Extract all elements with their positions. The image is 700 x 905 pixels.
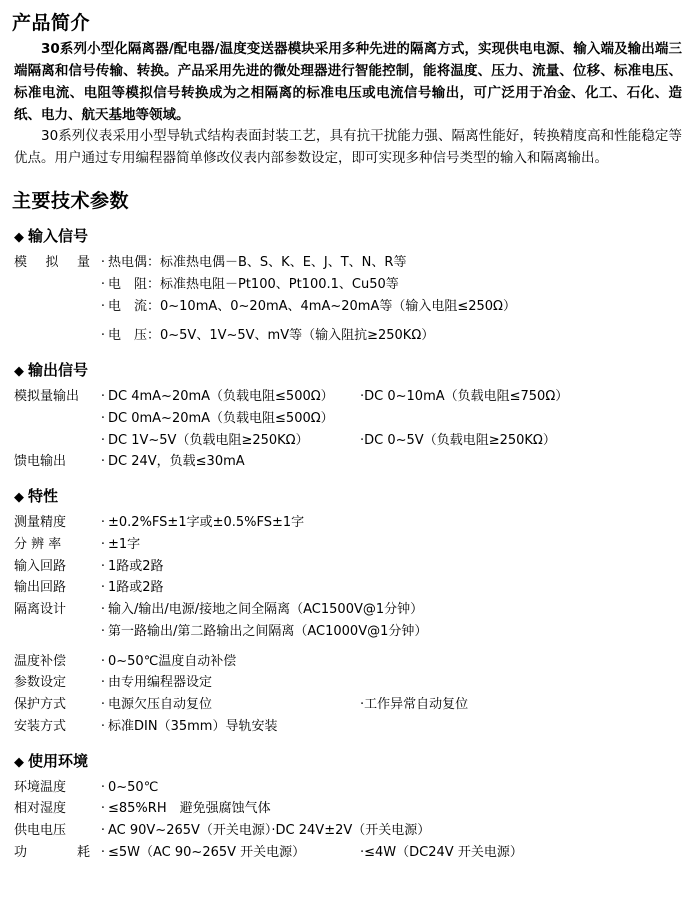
diamond-icon: ◆ xyxy=(14,364,24,380)
bullet-icon: · xyxy=(100,718,106,734)
diamond-icon: ◆ xyxy=(14,754,24,770)
bullet-icon: · xyxy=(100,255,106,271)
table-row xyxy=(14,777,523,799)
table-row xyxy=(14,694,468,716)
bullet-icon: · xyxy=(100,328,106,344)
table-row xyxy=(14,672,468,694)
bullet-icon: · xyxy=(100,801,106,817)
row-label: 功 耗 xyxy=(14,844,90,860)
row-value: ±1字 xyxy=(108,536,141,552)
row-value: DC 24V，负载≤30mA xyxy=(108,454,245,470)
row-value: ±0.2%FS±1字或±0.5%FS±1字 xyxy=(108,515,305,531)
table-row xyxy=(14,556,468,578)
row-value: 电 流：0~10mA、0~20mA、4mA~20mA等（输入电阻≤250Ω） xyxy=(108,298,516,314)
row-value: 第一路输出/第二路输出之间隔离（AC1000V@1分钟） xyxy=(108,623,428,639)
table-row xyxy=(14,252,516,274)
row-value: 热电偶：标准热电偶－B、S、K、E、J、T、N、R等 xyxy=(108,255,407,271)
row-value: 电 阻：标准热电阻－Pt100、Pt100.1、Cu50等 xyxy=(108,276,399,292)
bullet-icon: · xyxy=(100,623,106,639)
row-value: 输入/输出/电源/接地之间全隔离（AC1500V@1分钟） xyxy=(108,602,424,618)
table-row xyxy=(14,274,516,296)
table-row xyxy=(14,534,468,556)
intro-paragraph-2: 30系列仪表采用小型导轨式结构表面封装工艺，具有抗干扰能力强、隔离性能好，转换精度高和性能稳定等优点。用户通过专用编程器简单修改仪表内部参数设定，即可实现多种信号类型的输入和隔离输出。 xyxy=(14,128,682,167)
row-label: 模 拟 量 xyxy=(14,255,90,271)
intro-paragraph-1: 30系列小型化隔离器/配电器/温度变送器模块采用多种先进的隔离方式，实现供电电源、输入端及输出端三端隔离和信号传输、转换。产品采用先进的微处理器进行智能控制，能将温度、压力、流量、位移、标准电压、标准电流、电阻等模拟信号转换成为之相隔离的标准电压或电流信号输出，可广泛用于冶金、化工、石化、造纸、电力、航天基地等领域。 xyxy=(14,41,682,123)
row-label: 输入回路 xyxy=(14,558,67,574)
row-value-alt: ≤4W（DC24V 开关电源） xyxy=(364,844,523,860)
bullet-icon: · xyxy=(100,454,106,470)
section-title-specs: 主要技术参数 xyxy=(12,190,130,213)
row-label: 供电电压 xyxy=(14,823,67,839)
row-label: 参数设定 xyxy=(14,675,67,691)
bullet-icon: · xyxy=(100,298,106,314)
table-row xyxy=(14,512,468,534)
row-value: DC 4mA~20mA（负载电阻≤500Ω） xyxy=(108,389,334,405)
row-label xyxy=(14,621,98,643)
bullet-icon: · xyxy=(360,389,365,405)
row-value: ≤5W（AC 90~265V 开关电源） xyxy=(108,844,306,860)
row-label: 保护方式 xyxy=(14,697,67,713)
subsection-heading-output-signal xyxy=(14,359,700,380)
bullet-icon: · xyxy=(100,823,106,839)
row-value-alt: DC 0~5V（负载电阻≥250KΩ） xyxy=(364,432,556,448)
subsection-heading-environment xyxy=(14,750,700,771)
spec-table-output-signal xyxy=(14,386,568,473)
document-page xyxy=(0,8,700,905)
subsection-label: 输出信号 xyxy=(28,361,89,380)
table-row xyxy=(14,621,468,643)
row-label xyxy=(14,408,98,430)
row-value-alt: DC 0~10mA（负载电阻≤750Ω） xyxy=(364,389,569,405)
row-value: 1路或2路 xyxy=(108,580,164,596)
subsection-heading-characteristics xyxy=(14,485,700,506)
table-row xyxy=(14,451,568,473)
row-label: 环境温度 xyxy=(14,779,67,795)
spec-table-input-signal xyxy=(14,252,516,347)
row-value: DC 0mA~20mA（负载电阻≤500Ω） xyxy=(108,410,334,426)
row-value: 由专用编程器设定 xyxy=(108,675,213,691)
table-row xyxy=(14,599,468,621)
row-label xyxy=(14,430,98,452)
row-label: 安装方式 xyxy=(14,718,67,734)
row-value: 0~50℃温度自动补偿 xyxy=(108,653,237,669)
row-value: ≤85%RH 避免强腐蚀气体 xyxy=(108,801,271,817)
bullet-icon: · xyxy=(100,779,106,795)
bullet-icon: · xyxy=(100,580,106,596)
page-title: 产品简介 xyxy=(12,12,91,34)
row-label: 模拟量输出 xyxy=(14,389,80,405)
subsection-heading-input-signal xyxy=(14,225,700,246)
row-value: 电源欠压自动复位 xyxy=(108,697,213,713)
bullet-icon: · xyxy=(360,844,365,860)
table-row xyxy=(14,408,568,430)
bullet-icon: · xyxy=(100,558,106,574)
row-label: 温度补偿 xyxy=(14,653,67,669)
subsection-label: 使用环境 xyxy=(28,751,89,770)
row-label: 相对湿度 xyxy=(14,801,67,817)
diamond-icon: ◆ xyxy=(14,230,24,246)
table-row xyxy=(14,842,523,864)
row-value: 0~50℃ xyxy=(108,779,159,795)
table-row xyxy=(14,643,468,673)
table-row xyxy=(14,820,523,842)
row-label: 分 辨 率 xyxy=(14,536,62,552)
table-row xyxy=(14,716,468,738)
bullet-icon: · xyxy=(100,432,106,448)
bullet-icon: · xyxy=(100,697,106,713)
bullet-icon: · xyxy=(100,410,106,426)
row-label: 输出回路 xyxy=(14,580,67,596)
bullet-icon: · xyxy=(100,675,106,691)
table-row xyxy=(14,386,568,408)
row-label: 隔离设计 xyxy=(14,602,67,618)
bullet-icon: · xyxy=(100,536,106,552)
bullet-icon: · xyxy=(360,697,365,713)
row-label: 测量精度 xyxy=(14,515,67,531)
table-row xyxy=(14,798,523,820)
bullet-icon: · xyxy=(100,653,106,669)
bullet-icon: · xyxy=(100,276,106,292)
spec-table-environment xyxy=(14,777,523,864)
table-row xyxy=(14,577,468,599)
subsection-label: 特性 xyxy=(28,487,59,506)
row-value: 1路或2路 xyxy=(108,558,164,574)
row-value: 电 压：0~5V、1V~5V、mV等（输入阻抗≥250KΩ） xyxy=(108,328,435,344)
bullet-icon: · xyxy=(360,432,365,448)
bullet-icon: · xyxy=(100,515,106,531)
table-row xyxy=(14,296,516,318)
row-value-alt: 工作异常自动复位 xyxy=(364,697,469,713)
bullet-icon: · xyxy=(100,389,106,405)
bullet-icon: · xyxy=(100,844,106,860)
row-value: DC 1V~5V（负载电阻≥250KΩ） xyxy=(108,432,309,448)
table-row xyxy=(14,430,568,452)
row-value: 标准DIN（35mm）导轨安装 xyxy=(108,718,278,734)
subsection-label: 输入信号 xyxy=(28,227,89,246)
table-row xyxy=(14,317,516,347)
row-value: AC 90V~265V（开关电源）·DC 24V±2V（开关电源） xyxy=(108,823,431,839)
diamond-icon: ◆ xyxy=(14,490,24,506)
spec-table-characteristics xyxy=(14,512,468,738)
bullet-icon: · xyxy=(100,602,106,618)
row-label: 馈电输出 xyxy=(14,454,67,470)
